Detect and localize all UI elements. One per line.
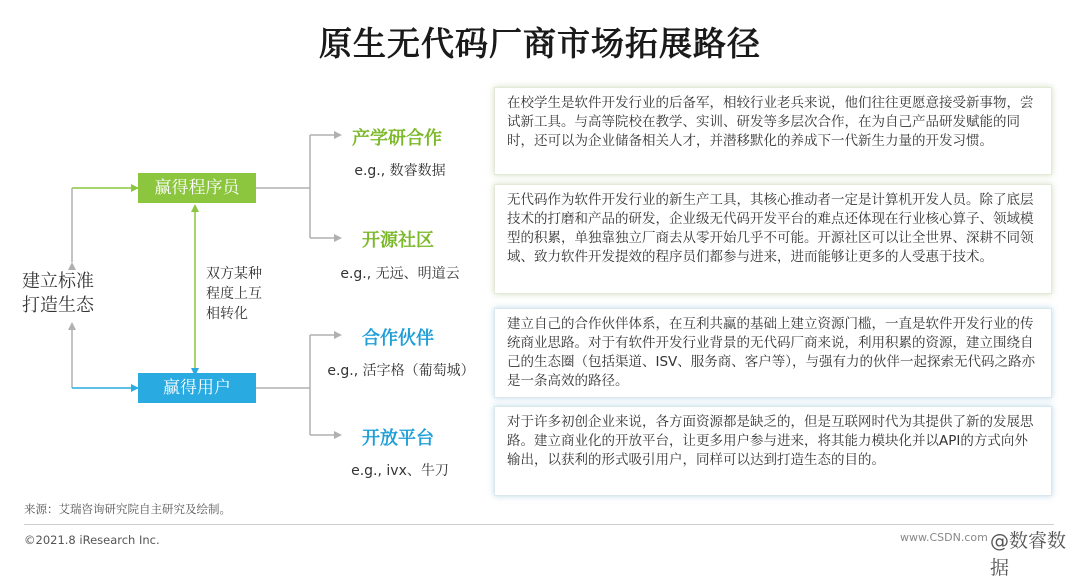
branch-title-open-source: 开源社区	[362, 230, 434, 251]
description-open-source: 无代码作为软件开发行业的新生产工具，其核心推动者一定是计算机开发人员。除了底层技术的打磨和产品的研发，企业级无代码开发平台的难点还体现在行业核心算子、领域模型的积累，单独靠独立厂商去从零开始几乎不可能。开源社区可以让全世界、深耕不同领域、致力软件开发提效的程序员们都参与进来，进而能够让更多的人受惠于技术。	[494, 184, 1052, 294]
center-label-line2: 打造生态	[22, 295, 94, 316]
down-arrowhead	[68, 262, 76, 270]
mutual-conversion-label: 双方某种 程度上互 相转化	[206, 266, 262, 322]
branch-example-partners: e.g., 活字格（葡萄城）	[327, 363, 475, 379]
center-label-line1: 建立标准	[22, 271, 94, 292]
branch-example-industry-academia: e.g., 数睿数据	[354, 163, 446, 179]
copyright: ©2021.8 iResearch Inc.	[24, 533, 160, 547]
watermark-small: www.CSDN.com	[900, 531, 988, 544]
branch-example-open-source: e.g., 无远、明道云	[340, 266, 460, 282]
center-label	[22, 270, 132, 318]
description-open-platform: 对于许多初创企业来说，各方面资源都是缺乏的，但是互联网时代为其提供了新的发展思路。建立商业化的开放平台，让更多用户参与进来，将其能力模块化并以API的方式向外输出，以获利的形式吸引用户，同样可以达到打造生态的目的。	[494, 406, 1052, 496]
up-arrowhead	[68, 322, 76, 330]
watermark: @数睿数据	[990, 530, 1067, 579]
footer-divider	[24, 524, 1054, 525]
win-users-box: 赢得用户	[138, 373, 256, 403]
branch-title-industry-academia: 产学研合作	[352, 128, 442, 149]
page-title: 原生无代码厂商市场拓展路径	[319, 24, 761, 63]
description-industry-academia: 在校学生是软件开发行业的后备军，相较行业老兵来说，他们往往更愿意接受新事物，尝试新工具。与高等院校在教学、实训、研发等多层次合作，在为自己产品研发赋能的同时，还可以为企业储备相关人才，并潜移默化的养成下一代新生力量的开发习惯。	[494, 87, 1052, 175]
branch-title-partners: 合作伙伴	[362, 328, 434, 349]
mutual-arrow-up	[191, 204, 199, 212]
branch-example-open-platform: e.g., ivx、牛刀	[351, 463, 449, 479]
description-partners: 建立自己的合作伙伴体系，在互利共赢的基础上建立资源门槛，一直是软件开发行业的传统商业思路。对于有软件开发行业背景的无代码厂商来说，利用积累的资源，建立围绕自己的生态圈（包括渠道、ISV、服务商、客户等），与强有力的伙伴一起探索无代码之路亦是一条高效的路径。	[494, 308, 1052, 398]
source-note: 来源：艾瑞咨询研究院自主研究及绘制。	[24, 502, 231, 516]
win-programmers-box: 赢得程序员	[138, 173, 256, 203]
branch-title-open-platform: 开放平台	[362, 428, 434, 449]
